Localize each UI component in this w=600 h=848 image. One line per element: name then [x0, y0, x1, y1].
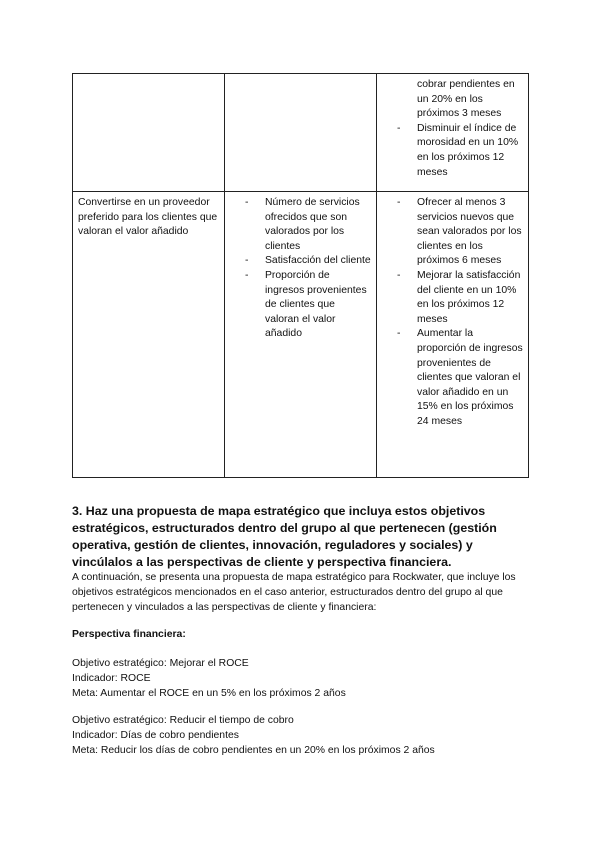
table-cell-objective: Convertirse en un proveedor preferido para los clientes que valoran el valor añadido [73, 192, 225, 478]
section-heading: 3. Haz una propuesta de mapa estratégico que incluya estos objetivos estratégicos, estructurados dentro del grupo al que pertenecen (gestión operativa, gestión de clientes, innovación, reguladores y sociales) y vincúlalos a las perspectivas de cliente y perspectiva financiera. [72, 504, 497, 569]
intro-paragraph: A continuación, se presenta una propuesta de mapa estratégico para Rockwater, que incluye los objetivos estratégicos mencionados en el caso anterior, estructurados dentro del grupo al que pertenecen y vinculados a las perspectivas de cliente y financiera: [72, 572, 516, 613]
list-item: - Satisfacción del cliente [230, 254, 371, 269]
list-item: - Proporción de ingresos provenientes de clientes que valoran el valor añadido [230, 269, 371, 342]
list-item: - Aumentar la proporción de ingresos provenientes de clientes que valoran el valor añadido en un 15% en los próximos 24 meses [382, 327, 523, 429]
table-cell-goals [377, 192, 529, 478]
goals-list [382, 196, 523, 430]
goal-text: Meta: Reducir los días de cobro pendientes en un 20% en los próximos 2 años [72, 745, 435, 756]
objective-block [72, 713, 532, 758]
list-item: cobrar pendientes en un 20% en los próximos 3 meses [417, 79, 515, 120]
objective-block [72, 656, 532, 701]
list-item: - Ofrecer al menos 3 servicios nuevos que sean valorados por los clientes en los próximos 6 meses [382, 196, 523, 269]
indicators-list [230, 196, 371, 342]
objectives-table [72, 73, 529, 478]
list-item: - Número de servicios ofrecidos que son valorados por los clientes [230, 196, 371, 254]
goal-text: Meta: Aumentar el ROCE en un 5% en los próximos 2 años [72, 688, 346, 699]
list-item: - Disminuir el índice de morosidad en un 10% en los próximos 12 meses [382, 122, 523, 180]
objective-text: Objetivo estratégico: Mejorar el ROCE [72, 658, 249, 669]
list-item: - Mejorar la satisfacción del cliente en un 10% en los próximos 12 meses [382, 269, 523, 327]
objective-text: Objetivo estratégico: Reducir el tiempo de cobro [72, 715, 294, 726]
goals-list [382, 78, 523, 180]
table-row [73, 74, 529, 192]
table-cell-objective [73, 74, 225, 192]
indicator-text: Indicador: Días de cobro pendientes [72, 730, 239, 741]
table-row [73, 192, 529, 478]
table-cell-indicators [225, 74, 377, 192]
indicator-text: Indicador: ROCE [72, 673, 151, 684]
perspective-subheading: Perspectiva financiera: [72, 629, 186, 640]
table-cell-indicators [225, 192, 377, 478]
table-cell-goals [377, 74, 529, 192]
